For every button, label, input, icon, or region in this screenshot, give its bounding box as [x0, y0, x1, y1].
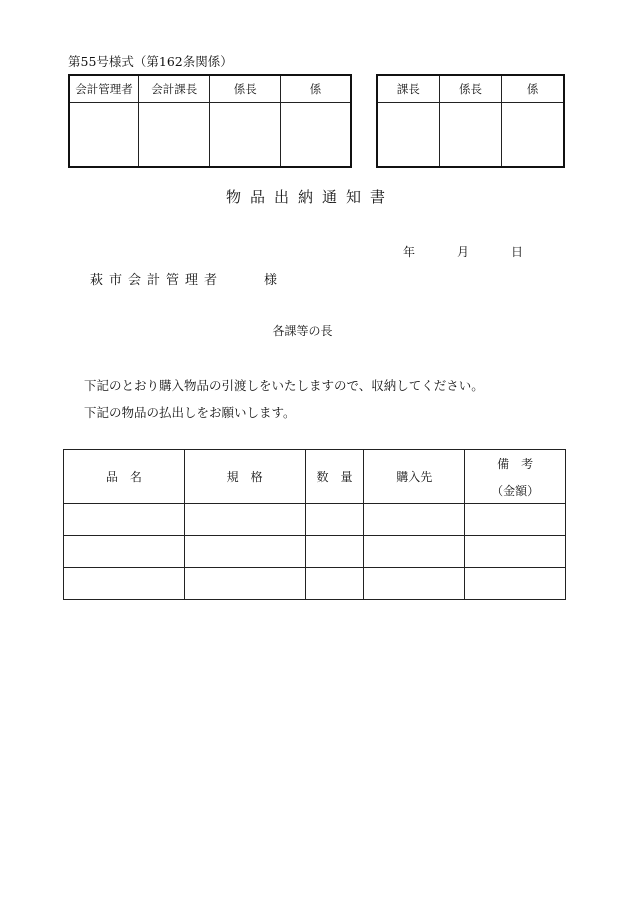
- table-row: [64, 568, 566, 600]
- body-text-receipt: 下記のとおり購入物品の引渡しをいたしますので、収納してください。: [84, 378, 484, 393]
- form-number: 第55号様式（第162条関係）: [68, 54, 233, 69]
- table-row: [64, 536, 566, 568]
- quantity-cell[interactable]: [305, 536, 364, 568]
- stamp-box[interactable]: [69, 103, 139, 168]
- item-name-cell[interactable]: [64, 504, 185, 536]
- stamp-header-department-chief: 課長: [377, 75, 439, 103]
- stamp-header-section-chief: 係長: [210, 75, 280, 103]
- remarks-cell[interactable]: [465, 504, 566, 536]
- remarks-cell[interactable]: [465, 536, 566, 568]
- stamp-box[interactable]: [502, 103, 564, 168]
- addressee: 萩市会計管理者: [90, 273, 224, 288]
- body-text-disbursement: 下記の物品の払出しをお願いします。: [84, 405, 296, 420]
- sender: 各課等の長: [272, 324, 333, 338]
- quantity-cell[interactable]: [305, 504, 364, 536]
- honorific: 様: [264, 273, 278, 288]
- stamp-header-section-chief: 係長: [439, 75, 501, 103]
- stamp-box[interactable]: [439, 103, 501, 168]
- stamp-header-staff: 係: [502, 75, 564, 103]
- date-month-label: 月: [457, 245, 470, 259]
- item-name-cell[interactable]: [64, 536, 185, 568]
- remarks-sublabel: （金額）: [491, 483, 540, 498]
- stamp-box[interactable]: [139, 103, 210, 168]
- stamp-header-accounting-manager: 会計管理者: [69, 75, 139, 103]
- stamp-header-accounting-chief: 会計課長: [139, 75, 210, 103]
- column-header-item-name: 品 名: [64, 450, 185, 504]
- column-header-vendor: 購入先: [364, 450, 465, 504]
- column-header-quantity: 数 量: [305, 450, 364, 504]
- stamp-box[interactable]: [280, 103, 351, 168]
- column-header-remarks: [465, 450, 566, 504]
- remarks-cell[interactable]: [465, 568, 566, 600]
- date-day-label: 日: [511, 245, 524, 259]
- column-header-specification: 規 格: [184, 450, 305, 504]
- table-row: [64, 504, 566, 536]
- spec-cell[interactable]: [184, 504, 305, 536]
- document-title: 物品出納通知書: [225, 188, 394, 206]
- spec-cell[interactable]: [184, 568, 305, 600]
- vendor-cell[interactable]: [364, 504, 465, 536]
- stamp-box[interactable]: [210, 103, 280, 168]
- quantity-cell[interactable]: [305, 568, 364, 600]
- item-name-cell[interactable]: [64, 568, 185, 600]
- spec-cell[interactable]: [184, 536, 305, 568]
- approval-stamp-table-left: [68, 74, 352, 168]
- stamp-box[interactable]: [377, 103, 439, 168]
- approval-stamp-table-right: [376, 74, 565, 168]
- items-table: [63, 449, 566, 600]
- vendor-cell[interactable]: [364, 536, 465, 568]
- stamp-header-staff: 係: [280, 75, 351, 103]
- vendor-cell[interactable]: [364, 568, 465, 600]
- date-year-label: 年: [403, 245, 416, 259]
- remarks-label: 備 考: [497, 456, 534, 471]
